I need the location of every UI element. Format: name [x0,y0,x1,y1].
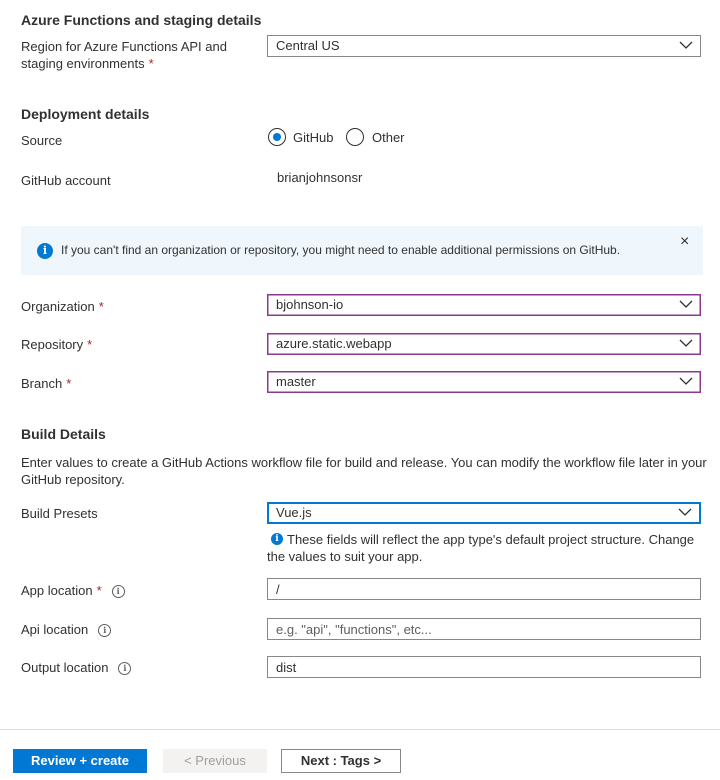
api-location-label-text: Api location [21,622,89,637]
permissions-info-banner [21,226,703,275]
source-other-label[interactable]: Other [372,130,405,145]
info-icon: i [37,243,53,259]
output-location-label [21,659,131,676]
github-account-value: brianjohnsonsr [277,170,363,185]
branch-dropdown-value: master [276,374,316,389]
github-account-label: GitHub account [21,173,111,188]
build-description [21,454,711,488]
repository-dropdown-value: azure.static.webapp [276,336,392,351]
chevron-down-icon [679,299,693,309]
required-asterisk: * [66,376,72,391]
build-presets-label: Build Presets [21,506,98,521]
info-icon[interactable]: i [112,585,125,598]
app-location-input[interactable] [267,578,701,600]
source-github-radio[interactable] [268,128,286,146]
organization-label-text: Organization [21,299,95,314]
required-asterisk: * [96,583,102,598]
next-tags-button[interactable]: Next : Tags > [281,749,401,773]
build-description-line1: Enter values to create a GitHub Actions workflow file for build and release. You can modify the workflow file later in your [21,455,707,470]
previous-button[interactable]: < Previous [163,749,267,773]
api-location-input[interactable] [267,618,701,640]
source-other-radio[interactable] [346,128,364,146]
output-location-input[interactable] [267,656,701,678]
build-presets-dropdown[interactable] [267,502,701,524]
api-location-textbox[interactable] [276,619,700,639]
info-icon: i [271,533,283,545]
source-github-label[interactable]: GitHub [293,130,334,145]
chevron-down-icon [678,507,692,517]
branch-label-text: Branch [21,376,63,391]
organization-dropdown-value: bjohnson-io [276,297,344,312]
region-label [21,38,227,72]
organization-dropdown[interactable] [267,294,701,316]
info-icon[interactable]: i [98,624,111,637]
branch-dropdown[interactable] [267,371,701,393]
repository-dropdown[interactable] [267,333,701,355]
api-location-label [21,621,111,638]
build-presets-hint-line2: the values to suit your app. [267,549,423,564]
info-icon[interactable]: i [118,662,131,675]
region-dropdown[interactable] [267,35,701,57]
azure-functions-section-title: Azure Functions and staging details [21,12,262,28]
region-label-line2: staging environments [21,56,145,71]
output-location-label-text: Output location [21,660,109,675]
organization-label [21,298,104,315]
chevron-down-icon [679,40,693,50]
chevron-down-icon [679,338,693,348]
repository-label-text: Repository [21,337,84,352]
build-presets-hint-line1: These fields will reflect the app type's default project structure. Change [287,532,695,547]
required-asterisk: * [87,337,93,352]
chevron-down-icon [679,376,693,386]
repository-label [21,336,92,353]
review-create-button[interactable]: Review + create [13,749,147,773]
required-asterisk: * [148,56,154,71]
deployment-section-title: Deployment details [21,106,150,122]
source-label: Source [21,133,63,148]
build-presets-hint [267,531,707,565]
build-presets-value: Vue.js [276,505,312,520]
app-location-textbox[interactable] [276,579,700,599]
close-icon[interactable]: × [680,233,690,250]
build-section-title: Build Details [21,426,106,442]
output-location-textbox[interactable] [276,657,700,677]
app-location-label-text: App location [21,583,93,598]
app-location-label [21,582,125,599]
banner-text: If you can't find an organization or repository, you might need to enable additional permissions on GitHub. [61,243,621,257]
build-description-line2: GitHub repository. [21,472,125,487]
region-label-line1: Region for Azure Functions API and [21,39,227,54]
required-asterisk: * [98,299,104,314]
region-dropdown-value: Central US [276,38,340,53]
footer-divider [0,729,720,730]
branch-label [21,375,71,392]
